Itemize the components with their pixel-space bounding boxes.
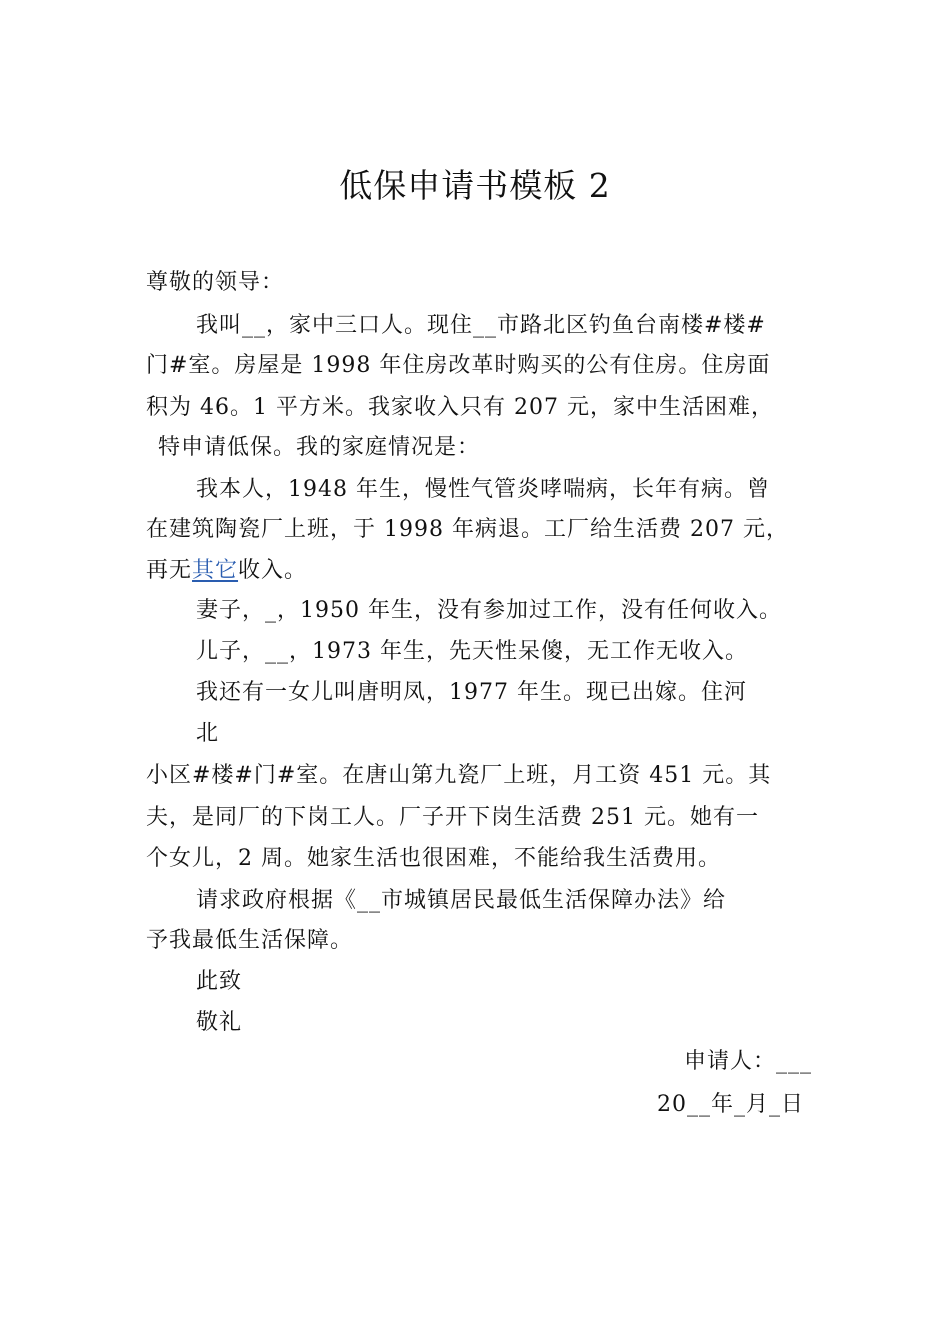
paragraph-5-line-5: 个女儿，2 周。她家生活也很困难，不能给我生活费用。	[146, 846, 721, 871]
paragraph-1-line-3: 积为 46。1 平方米。我家收入只有 207 元，家中生活困难，	[146, 395, 774, 420]
paragraph-5-line-1: 我还有一女儿叫唐明凤，1977 年生。现已出嫁。住河	[196, 680, 747, 705]
closing-cizhi: 此致	[196, 969, 243, 994]
paragraph-5-line-4: 夫，是同厂的下岗工人。厂子开下岗生活费 251 元。她有一	[146, 805, 759, 830]
paragraph-2-line-1: 我本人，1948 年生，慢性气管炎哮喘病，长年有病。曾	[196, 477, 770, 502]
paragraph-2-line-3	[146, 556, 307, 586]
paragraph-2-line-3-suffix: 收入。	[238, 558, 308, 583]
paragraph-1-line-2: 门#室。房屋是 1998 年住房改革时购买的公有住房。住房面	[146, 353, 771, 378]
paragraph-2-line-2: 在建筑陶瓷厂上班，于 1998 年病退。工厂给生活费 207 元，	[146, 517, 789, 542]
paragraph-1-line-1: 我叫__，家中三口人。现住__市路北区钓鱼台南楼#楼#	[196, 313, 766, 338]
hyperlink-qita[interactable]: 其它	[192, 558, 239, 583]
paragraph-2-line-3-prefix: 再无	[146, 558, 193, 583]
paragraph-wife: 妻子，_，1950 年生，没有参加过工作，没有任何收入。	[196, 598, 782, 623]
paragraph-5-line-3: 小区#楼#门#室。在唐山第九瓷厂上班，月工资 451 元。其	[146, 763, 772, 788]
paragraph-6-line-1: 请求政府根据《__市城镇居民最低生活保障办法》给	[196, 888, 727, 913]
paragraph-6-line-2: 予我最低生活保障。	[146, 928, 354, 953]
paragraph-5-line-2: 北	[196, 721, 220, 746]
date-line: 20__年_月_日	[657, 1092, 804, 1117]
closing-jingli: 敬礼	[196, 1010, 243, 1035]
paragraph-1-line-4: 特申请低保。我的家庭情况是：	[158, 435, 481, 460]
salutation: 尊敬的领导：	[146, 270, 285, 295]
paragraph-son: 儿子，__，1973 年生，先天性呆傻，无工作无收入。	[196, 639, 748, 664]
document-title: 低保申请书模板 2	[339, 166, 611, 205]
signature-line: 申请人：___	[683, 1049, 812, 1074]
